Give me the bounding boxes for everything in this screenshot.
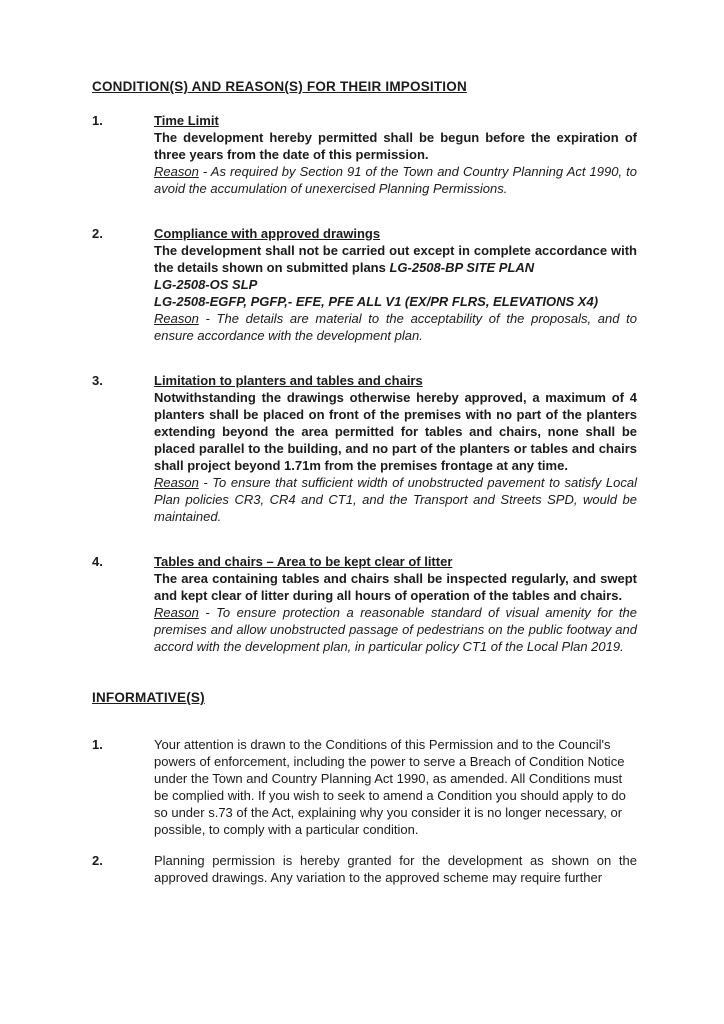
- condition-reason: [154, 604, 637, 655]
- informative-item-1: [92, 736, 637, 838]
- reason-label: Reason: [154, 605, 199, 620]
- plan-reference-3: LG-2508-EGFP, PGFP,- EFE, PFE ALL V1 (EX/PR FLRS, ELEVATIONS X4): [154, 294, 599, 309]
- condition-body: [154, 242, 637, 310]
- reason-text: - To ensure protection a reasonable standard of visual amenity for the premises and allow unobstructed passage of pedestrians on the public footway and accord with the development plan, in particular policy CT1 of the Local Plan 2019.: [154, 605, 637, 654]
- condition-number: 4.: [92, 554, 103, 569]
- condition-item-2: [92, 225, 637, 344]
- condition-content: [154, 112, 637, 197]
- condition-body-intro: The development shall not be carried out except in complete accordance with the details shown on submitted plans: [154, 243, 637, 275]
- reason-text: - The details are material to the acceptability of the proposals, and to ensure accordance with the development plan.: [154, 311, 637, 343]
- condition-body: The area containing tables and chairs shall be inspected regularly, and swept and kept clear of litter during all hours of operation of the tables and chairs.: [154, 571, 637, 603]
- condition-body: Notwithstanding the drawings otherwise hereby approved, a maximum of 4 planters shall be placed on front of the premises with no part of the planters extending beyond the area permitted for tables and chairs, none shall be placed parallel to the building, and no part of the planters or tables and chairs shall project beyond 1.71m from the premises frontage at any time.: [154, 390, 637, 473]
- plan-reference-1: LG-2508-BP SITE PLAN: [389, 260, 535, 275]
- informative-text: Your attention is drawn to the Conditions of this Permission and to the Council's powers of enforcement, including the power to serve a Breach of Condition Notice under the Town and Country Planning Act 1990, as amended. All Conditions must be complied with. If you wish to seek to amend a Condition you should apply to do so under s.73 of the Act, explaining why you consider it is no longer necessary, or possible, to comply with a particular condition.: [154, 737, 626, 837]
- informative-number: 2.: [92, 853, 103, 868]
- condition-reason: [154, 163, 637, 197]
- reason-label: Reason: [154, 164, 199, 179]
- conditions-section-heading: CONDITION(S) AND REASON(S) FOR THEIR IMPOSITION: [92, 79, 467, 94]
- condition-item-3: [92, 372, 637, 525]
- condition-title: Compliance with approved drawings: [154, 226, 381, 241]
- condition-title: Time Limit: [154, 113, 219, 128]
- plan-reference-2: LG-2508-OS SLP: [154, 277, 258, 292]
- condition-number: 1.: [92, 113, 103, 128]
- condition-content: [154, 553, 637, 655]
- reason-label: Reason: [154, 475, 199, 490]
- condition-title: Limitation to planters and tables and chairs: [154, 373, 423, 388]
- informative-item-2: [92, 852, 637, 886]
- condition-number: 3.: [92, 373, 103, 388]
- informative-text: Planning permission is hereby granted for the development as shown on the approved drawings. Any variation to the approved scheme may require further: [154, 853, 637, 885]
- condition-item-4: [92, 553, 637, 655]
- reason-text: - As required by Section 91 of the Town and Country Planning Act 1990, to avoid the accumulation of unexercised Planning Permissions.: [154, 164, 637, 196]
- condition-title: Tables and chairs – Area to be kept clear of litter: [154, 554, 453, 569]
- condition-reason: [154, 310, 637, 344]
- condition-reason: [154, 474, 637, 525]
- reason-label: Reason: [154, 311, 199, 326]
- condition-content: [154, 372, 637, 525]
- reason-text: - To ensure that sufficient width of unobstructed pavement to satisfy Local Plan policies CR3, CR4 and CT1, and the Transport and Streets SPD, would be maintained.: [154, 475, 637, 524]
- condition-number: 2.: [92, 226, 103, 241]
- condition-item-1: [92, 112, 637, 197]
- condition-content: [154, 225, 637, 344]
- informative-number: 1.: [92, 737, 103, 752]
- condition-body: The development hereby permitted shall be begun before the expiration of three years from the date of this permission.: [154, 130, 637, 162]
- informatives-section-heading: INFORMATIVE(S): [92, 690, 205, 705]
